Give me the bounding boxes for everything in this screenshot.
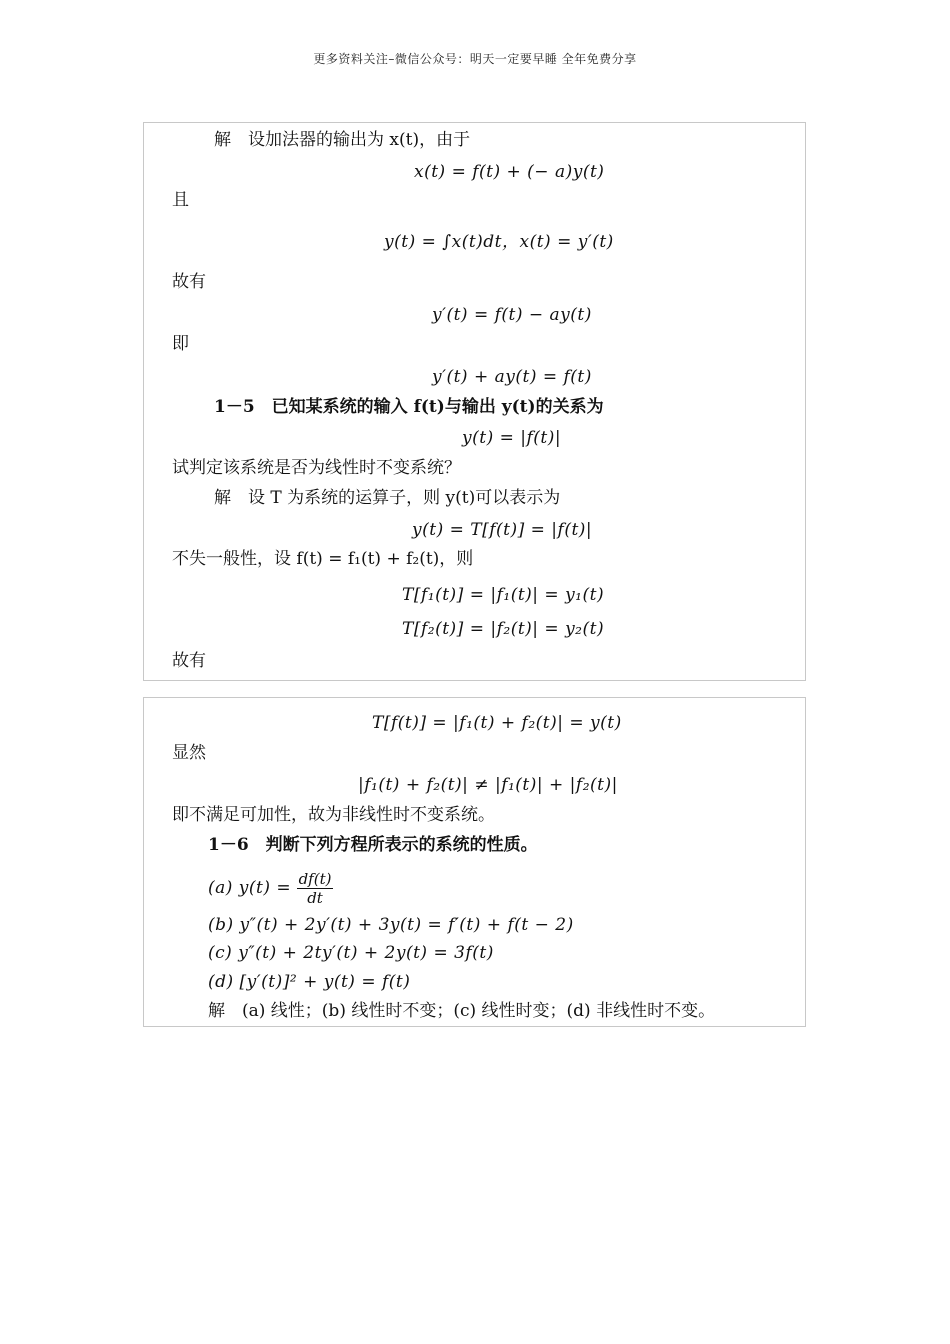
equation: |f₁(t) + f₂(t)| ≠ |f₁(t)| + |f₂(t)| — [358, 775, 618, 795]
equation-d: (d) [y′(t)]² + y(t) = f(t) — [208, 972, 411, 992]
equation: T[f₁(t)] = |f₁(t)| = y₁(t) — [402, 585, 605, 605]
fraction — [297, 870, 334, 907]
content-panel-2 — [143, 697, 806, 1027]
problem-heading: 1－5 已知某系统的输入 f(t)与输出 y(t)的关系为 — [214, 397, 604, 417]
text-line: 即 — [172, 334, 189, 354]
text-line: 解 设加法器的输出为 x(t)，由于 — [214, 130, 471, 150]
equation: y′(t) = f(t) − ay(t) — [432, 305, 592, 325]
text-line: 显然 — [172, 743, 206, 763]
equation: T[f(t)] = |f₁(t) + f₂(t)| = y(t) — [372, 713, 622, 733]
problem-heading: 1－6 判断下列方程所表示的系统的性质。 — [208, 835, 538, 855]
equation-b: (b) y″(t) + 2y′(t) + 3y(t) = f′(t) + f(t − 2) — [208, 915, 574, 935]
text-line: 即不满足可加性，故为非线性时不变系统。 — [172, 805, 495, 825]
answer-line: 解 (a) 线性；(b) 线性时不变；(c) 线性时变；(d) 非线性时不变。 — [208, 1001, 716, 1021]
equation-a — [208, 870, 333, 907]
text-line: 故有 — [172, 272, 206, 292]
equation: x(t) = f(t) + (− a)y(t) — [414, 162, 605, 182]
fraction-numerator: df(t) — [298, 870, 332, 888]
text-line: 且 — [172, 190, 189, 210]
text-line: 故有 — [172, 651, 206, 671]
equation: y(t) = |f(t)| — [462, 428, 562, 448]
text-line: 不失一般性，设 f(t) = f₁(t) + f₂(t)，则 — [172, 549, 474, 569]
equation: y′(t) + ay(t) = f(t) — [432, 367, 592, 387]
equation: T[f₂(t)] = |f₂(t)| = y₂(t) — [402, 619, 605, 639]
content-panel-1 — [143, 122, 806, 681]
fraction-denominator: dt — [307, 889, 323, 907]
equation-c: (c) y″(t) + 2ty′(t) + 2y(t) = 3f(t) — [208, 943, 494, 963]
text-line: 解 设 T 为系统的运算子，则 y(t)可以表示为 — [214, 488, 561, 508]
equation-a-lhs: (a) y(t) = — [208, 878, 292, 898]
equation: y(t) = ∫x(t)dt，x(t) = y′(t) — [384, 232, 614, 252]
text-line: 试判定该系统是否为线性时不变系统？ — [172, 458, 461, 478]
equation: y(t) = T[f(t)] = |f(t)| — [412, 520, 593, 540]
page-header: 更多资料关注–微信公众号：明天一定要早睡 全年免费分享 — [313, 52, 637, 66]
